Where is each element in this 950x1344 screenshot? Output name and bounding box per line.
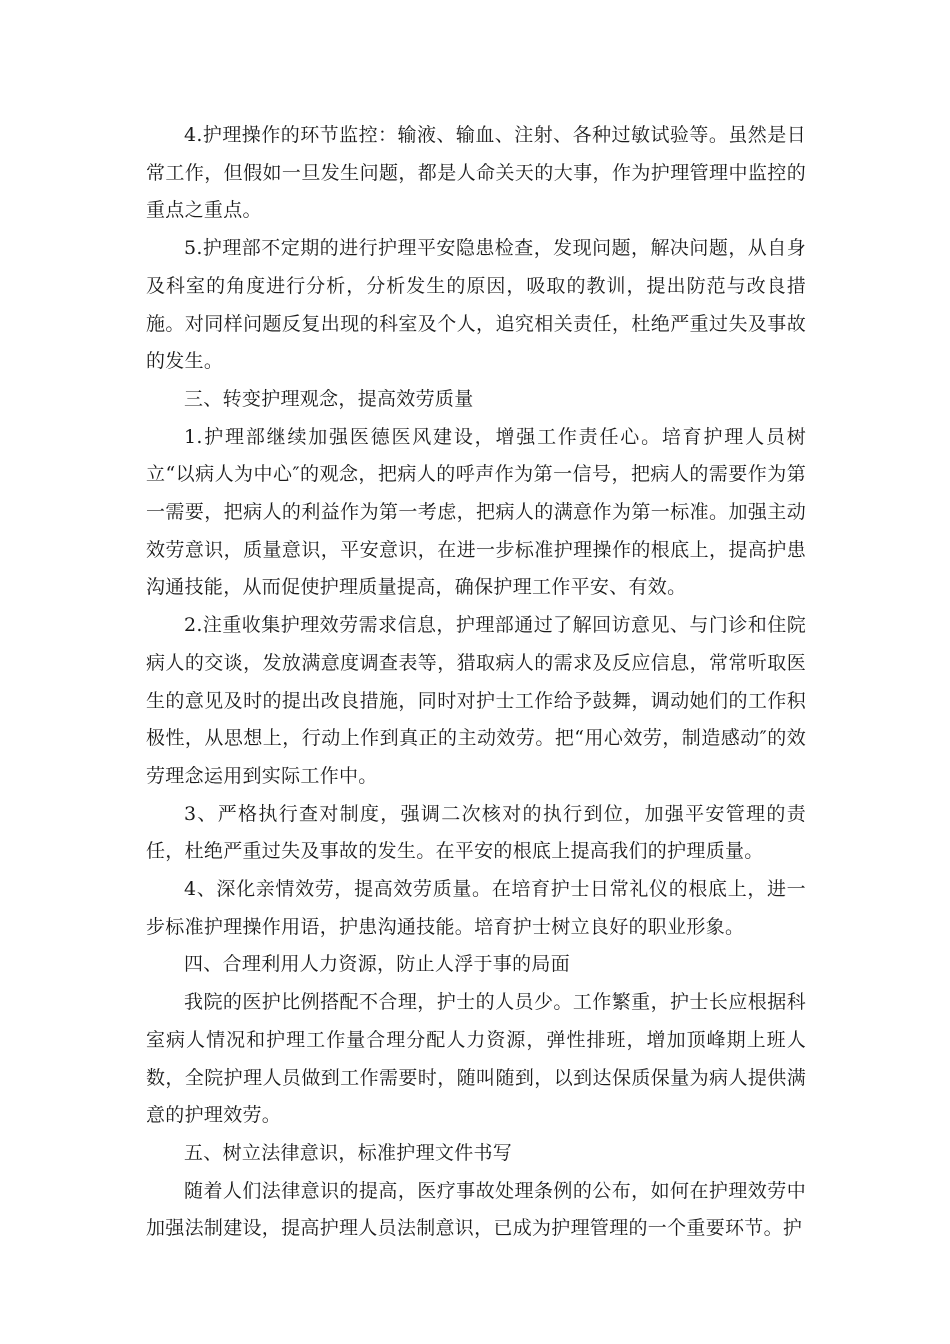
paragraph-kinship-service: 4、深化亲情效劳，提高效劳质量。在培育护士日常礼仪的根底上，进一步标准护理操作用语，护患沟通技能。培育护士树立良好的职业形象。 [146,878,806,938]
paragraph-staffing: 我院的医护比例搭配不合理，护士的人员少。工作繁重，护士长应根据科室病人情况和护理工作量合理分配人力资源，弹性排班，增加顶峰期上班人数，全院护理人员做到工作需要时，随叫随到，以到达保质保量为病人提供满意的护理效劳。 [146,991,806,1127]
section-heading-4: 四、合理利用人力资源，防止人浮于事的局面 [184,953,571,976]
paragraph-medical-ethics: 1.护理部继续加强医德医风建设，增强工作责任心。培育护理人员树立“以病人为中心″的观念，把病人的呼声作为第一信号，把病人的需要作为第一需要，把病人的利益作为第一考虑，把病人的满意作为第一标准。加强主动效劳意识，质量意识，平安意识，在进一步标准护理操作的根底上，提高护患沟通技能，从而促使护理质量提高，确保护理工作平安、有效。 [146,425,806,599]
document-body [146,117,806,1248]
paragraph-monitoring-nursing-operations: 4.护理操作的环节监控：输液、输血、注射、各种过敏试验等。虽然是日常工作，但假如一旦发生问题，都是人命关天的大事，作为护理管理中监控的重点之重点。 [146,124,806,222]
section-heading-5: 五、树立法律意识，标准护理文件书写 [184,1141,513,1164]
paragraph-legal-awareness: 随着人们法律意识的提高，医疗事故处理条例的公布，如何在护理效劳中加强法制建设，提高护理人员法制意识，已成为护理管理的一个重要环节。护 [146,1179,806,1240]
section-heading-3: 三、转变护理观念，提高效劳质量 [184,387,474,410]
paragraph-checking-system: 3、严格执行查对制度，强调二次核对的执行到位，加强平安管理的责任，杜绝严重过失及事故的发生。在平安的根底上提高我们的护理质量。 [146,802,806,863]
paragraph-service-needs: 2.注重收集护理效劳需求信息，护理部通过了解回访意见、与门诊和住院病人的交谈，发放满意度调查表等，猎取病人的需求及反应信息，常常听取医生的意见及时的提出改良措施，同时对护士工作给予鼓舞，调动她们的工作积极性，从思想上，行动上作到真正的主动效劳。把“用心效劳，制造感动″的效劳理念运用到实际工作中。 [146,614,806,787]
paragraph-safety-inspection: 5.护理部不定期的进行护理平安隐患检查，发现问题，解决问题，从自身及科室的角度进行分析，分析发生的原因，吸取的教训，提出防范与改良措施。对同样问题反复出现的科室及个人，追究相关责任，杜绝严重过失及事故的发生。 [146,237,806,373]
